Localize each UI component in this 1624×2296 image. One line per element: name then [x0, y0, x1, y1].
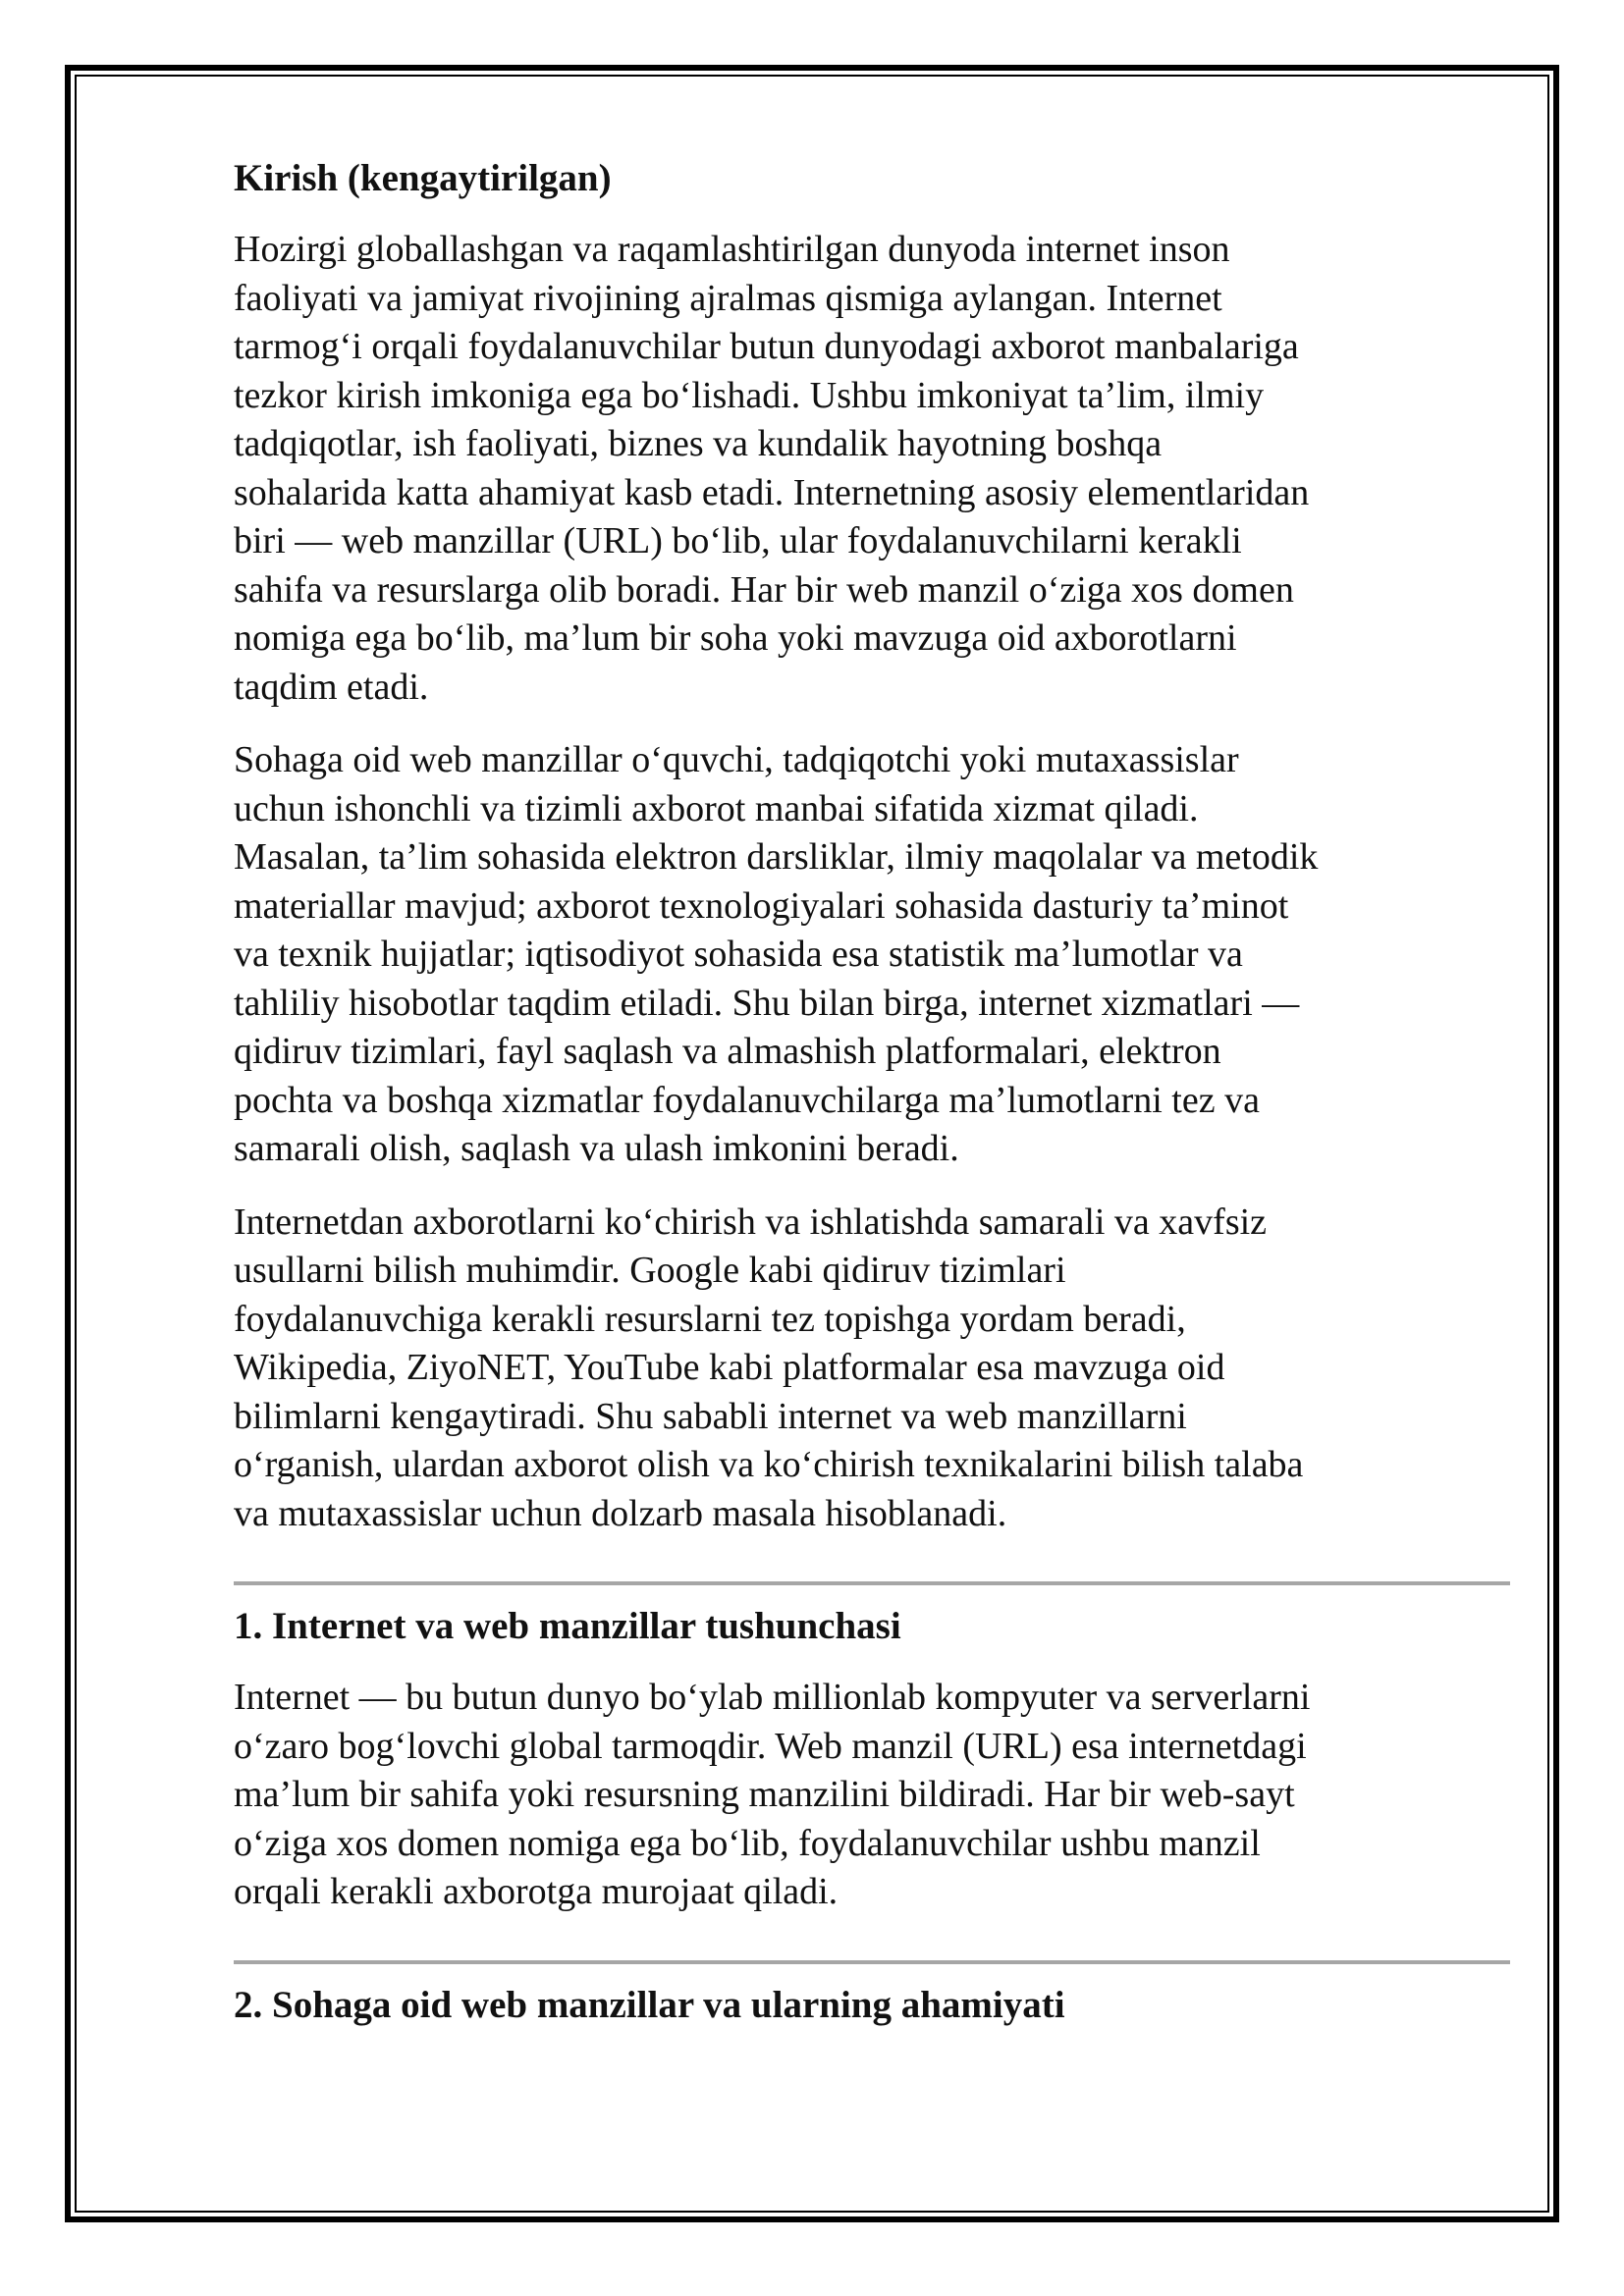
section1-paragraph: Internet — bu butun dunyo bo‘ylab millionlab kompyuter va serverlarni o‘zaro bog‘lovchi global tarmoqdir. Web manzil (URL) esa internetdagi ma’lum bir sahifa yoki resursning manzilini bildiradi. Har bir web-sayt o‘ziga xos domen nomiga ega bo‘lib, foydalanuvchilar ushbu manzil orqali kerakli axborotga murojaat qiladi. [234, 1677, 1311, 1912]
section1-heading: 1. Internet va web manzillar tushunchasi [234, 1605, 901, 1647]
intro-paragraph-2: Sohaga oid web manzillar o‘quvchi, tadqiqotchi yoki mutaxassislar uchun ishonchli va tizimli axborot manbai sifatida xizmat qiladi. Masalan, ta’lim sohasida elektron darsliklar, ilmiy maqolalar va metodik materiallar mavjud; axborot texnologiyalari sohasida dasturiy ta’minot va texnik hujjatlar; iqtisodiyot sohasida esa statistik ma’lumotlar va tahliliy hisobotlar taqdim etiladi. Shu bilan birga, internet xizmatlari — qidiruv tizimlari, fayl saqlash va almashish platformalari, elektron pochta va boshqa xizmatlar foydalanuvchilarga ma’lumotlarni tez va samarali olish, saqlash va ulash imkonini beradi. [234, 739, 1319, 1169]
section-divider [234, 1960, 1510, 1964]
document-body [234, 155, 1510, 2053]
intro-heading: Kirish (kengaytirilgan) [234, 157, 612, 199]
section-divider [234, 1581, 1510, 1585]
intro-paragraph-3: Internetdan axborotlarni ko‘chirish va ishlatishda samarali va xavfsiz usullarni bilish muhimdir. Google kabi qidiruv tizimlari foydalanuvchiga kerakli resurslarni tez topishga yordam beradi, Wikipedia, ZiyoNET, YouTube kabi platformalar esa mavzuga oid bilimlarni kengaytiradi. Shu sababli internet va web manzillarni o‘rganish, ulardan axborot olish va ko‘chirish texnikalarini bilish talaba va mutaxassislar uchun dolzarb masala hisoblanadi. [234, 1201, 1304, 1534]
intro-paragraph-1: Hozirgi globallashgan va raqamlashtirilgan dunyoda internet inson faoliyati va jamiyat rivojining ajralmas qismiga aylangan. Internet tarmog‘i orqali foydalanuvchilar butun dunyodagi axborot manbalariga tezkor kirish imkoniga ega bo‘lishadi. Ushbu imkoniyat ta’lim, ilmiy tadqiqotlar, ish faoliyati, biznes va kundalik hayotning boshqa sohalarida katta ahamiyat kasb etadi. Internetning asosiy elementlaridan biri — web manzillar (URL) bo‘lib, ular foydalanuvchilarni kerakli sahifa va resurslarga olib boradi. Har bir web manzil o‘ziga xos domen nomiga ega bo‘lib, ma’lum bir soha yoki mavzuga oid axborotlarni taqdim etadi. [234, 229, 1310, 708]
section2-heading: 2. Sohaga oid web manzillar va ularning ahamiyati [234, 1983, 1065, 2026]
